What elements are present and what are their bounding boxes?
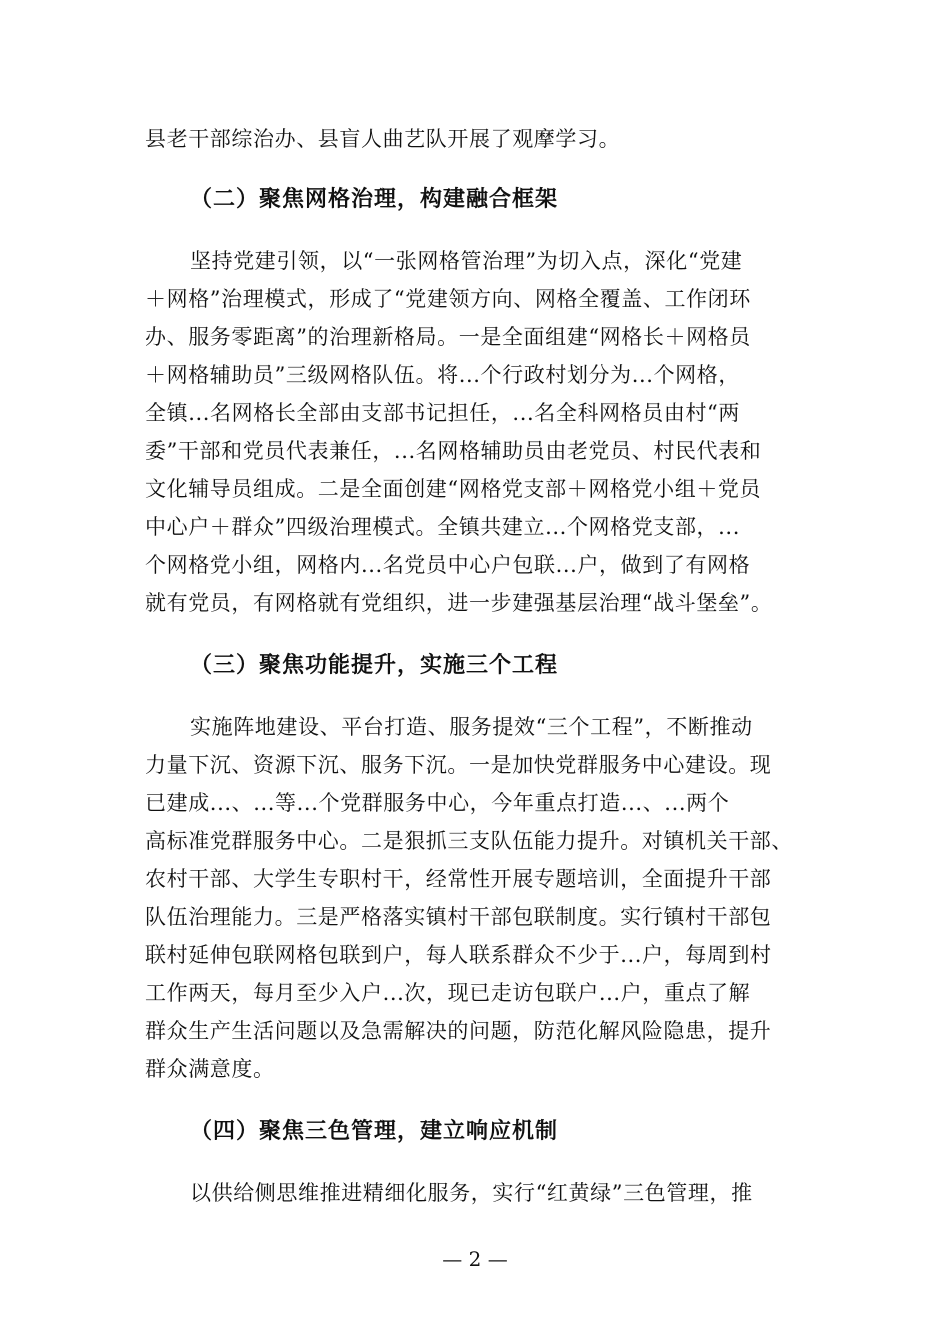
paragraph-line: 高标准党群服务中心。二是狠抓三支队伍能力提升。对镇机关干部、 [145,829,793,853]
section-heading-3: （三）聚焦功能提升，实施三个工程 [190,652,559,678]
paragraph-line: 委”干部和党员代表兼任，...名网格辅助员由老党员、村民代表和 [145,439,762,463]
paragraph-line: 工作两天，每月至少入户...次，现已走访包联户...户，重点了解 [145,981,751,1005]
paragraph-line: 中心户＋群众”四级治理模式。全镇共建立...个网格党支部，... [145,515,740,539]
paragraph-line: 队伍治理能力。三是严格落实镇村干部包联制度。实行镇村干部包 [145,905,772,929]
paragraph-line: 群众生产生活问题以及急需解决的问题，防范化解风险隐患，提升 [145,1019,772,1043]
paragraph-line: 文化辅导员组成。二是全面创建“网格党支部＋网格党小组＋党员 [145,477,762,501]
page-number: — 2 — [442,1247,508,1271]
paragraph-line: 群众满意度。 [145,1057,275,1081]
section-heading-4: （四）聚焦三色管理，建立响应机制 [190,1118,559,1144]
paragraph-line: 就有党员，有网格就有党组织，进一步建强基层治理“战斗堡垒”。 [145,591,773,615]
paragraph-line: 县老干部综治办、县盲人曲艺队开展了观摩学习。 [145,127,621,151]
paragraph-line: 已建成...、...等...个党群服务中心，今年重点打造...、...两个 [145,791,730,815]
section-heading-2: （二）聚焦网格治理，构建融合框架 [190,186,559,212]
paragraph-line: 全镇...名网格长全部由支部书记担任，...名全科网格员由村“两 [145,401,740,425]
paragraph-line: 实施阵地建设、平台打造、服务提效“三个工程”，不断推动 [190,715,753,739]
paragraph-line: 个网格党小组，网格内...名党员中心户包联...户，做到了有网格 [145,553,751,577]
paragraph-line: 以供给侧思维推进精细化服务，实行“红黄绿”三色管理，推 [190,1181,753,1205]
paragraph-line: 农村干部、大学生专职村干，经常性开展专题培训，全面提升干部 [145,867,772,891]
paragraph-line: 坚持党建引领，以“一张网格管治理”为切入点，深化“党建 [190,249,743,273]
paragraph-line: 办、服务零距离”的治理新格局。一是全面组建“网格长＋网格员 [145,325,751,349]
paragraph-line: 力量下沉、资源下沉、服务下沉。一是加快党群服务中心建设。现 [145,753,772,777]
paragraph-line: ＋网格”治理模式，形成了“党建领方向、网格全覆盖、工作闭环 [145,287,751,311]
paragraph-line: ＋网格辅助员”三级网格队伍。将...个行政村划分为...个网格， [145,363,740,387]
paragraph-line: 联村延伸包联网格包联到户，每人联系群众不少于...户，每周到村 [145,943,772,967]
